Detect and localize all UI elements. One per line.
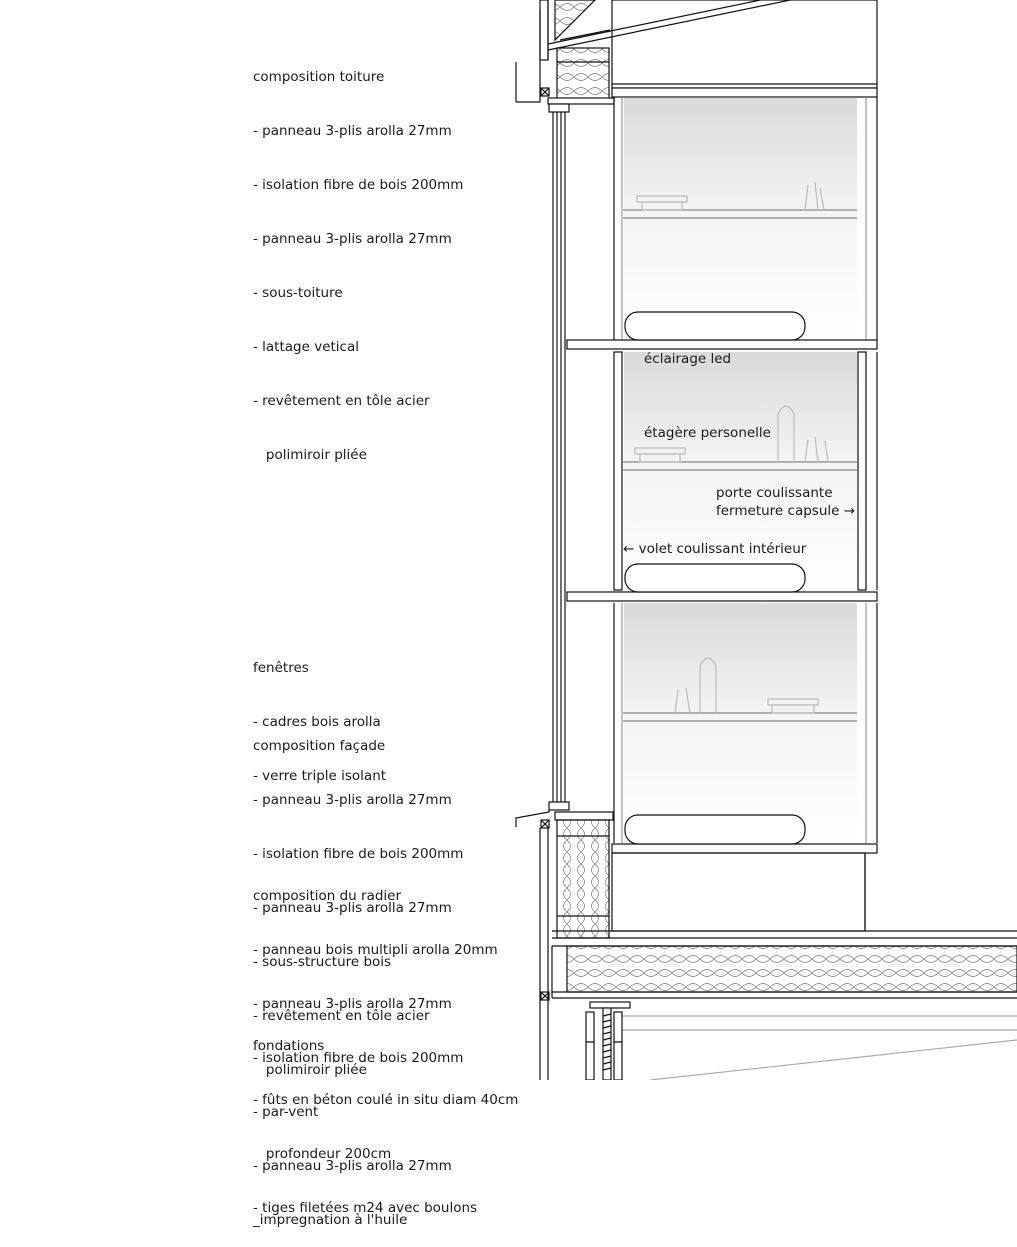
note-toiture-line: - panneau 3-plis arolla 27mm [253, 123, 452, 139]
note-toiture-line: - sous-toiture [253, 285, 343, 301]
note-facade-line: - isolation fibre de bois 200mm [253, 846, 464, 862]
label-porte-line2: fermeture capsule → [716, 503, 856, 519]
note-facade-line: polimiroir pliée [253, 1062, 367, 1078]
note-toiture-line: - isolation fibre de bois 200mm [253, 177, 464, 193]
note-radier-line: - panneau bois multipli arolla 20mm [253, 942, 498, 958]
note-facade-line: - panneau 3-plis arolla 27mm [253, 900, 452, 916]
note-radier-line: - isolation fibre de bois 200mm [253, 1050, 464, 1066]
note-fondations-title: fondations [253, 1038, 325, 1054]
note-fondations-line: profondeur 200cm [253, 1146, 392, 1162]
note-facade-line: - revêtement en tôle acier [253, 1008, 430, 1024]
note-radier-line: - par-vent [253, 1104, 319, 1120]
roof-section [516, 0, 877, 104]
label-volet: ← volet coulissant intérieur [623, 541, 807, 557]
note-fenetres-line: - verre triple isolant [253, 768, 387, 784]
note-radier-line: _impregnation à l'huile [253, 1212, 408, 1228]
note-toiture-line: polimiroir pliée [253, 447, 367, 463]
note-toiture-line: - revêtement en tôle acier [253, 393, 430, 409]
note-fenetres-line: - cadres bois arolla [253, 714, 381, 730]
note-toiture [253, 32, 463, 482]
note-radier-title: composition du radier [253, 888, 402, 904]
window-glazing [549, 104, 569, 810]
note-toiture-line: - lattage vetical [253, 339, 359, 355]
note-fondations [253, 1001, 518, 1235]
label-eclairage: éclairage led [644, 351, 732, 367]
label-etagere: étagère personelle [644, 425, 771, 441]
note-toiture-line: - panneau 3-plis arolla 27mm [253, 231, 452, 247]
note-fondations-line: - fûts en béton coulé in situ diam 40cm [253, 1092, 519, 1108]
note-facade-line: - sous-structure bois [253, 954, 392, 970]
note-radier-line: - panneau 3-plis arolla 27mm [253, 996, 452, 1012]
note-fondations-line: - tiges filetées m24 avec boulons [253, 1200, 478, 1216]
note-facade-line: - panneau 3-plis arolla 27mm [253, 792, 452, 808]
note-toiture-title: composition toiture [253, 69, 385, 85]
note-fenetres-title: fenêtres [253, 660, 309, 676]
label-porte-line1: porte coulissante [716, 485, 833, 501]
note-facade-title: composition façade [253, 738, 386, 754]
note-radier-line: - panneau 3-plis arolla 27mm [253, 1158, 452, 1174]
